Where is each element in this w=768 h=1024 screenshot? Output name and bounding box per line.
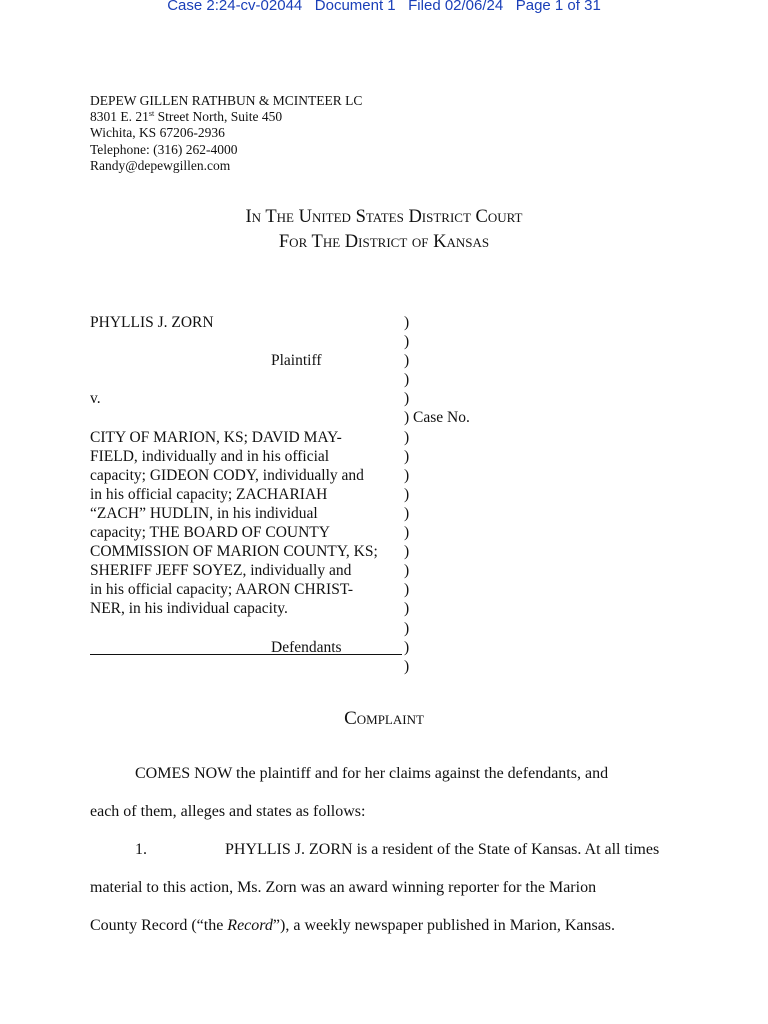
paren: ) <box>404 485 410 503</box>
court-line-2: For The District of Kansas <box>278 232 490 252</box>
ecf-header-stamp: Case 2:24-cv-02044 Document 1 Filed 02/06/24 Page 1 of 31 <box>167 0 601 14</box>
paren: ) <box>404 504 410 522</box>
defendant-line: “ZACH” HUDLIN, in his individual <box>90 504 318 522</box>
defendant-line: SHERIFF JEFF SOYEZ, individually and <box>90 562 352 580</box>
publication-name: Record <box>227 917 273 934</box>
paren: ) <box>404 390 410 408</box>
defendant-line: CITY OF MARION, KS; DAVID MAY- <box>90 428 342 446</box>
defendant-line: in his official capacity; AARON CHRIST- <box>90 581 354 599</box>
paren: ) <box>404 543 410 561</box>
paren: ) <box>404 333 410 351</box>
intro-line-2: each of them, alleges and states as follows: <box>90 803 366 820</box>
paragraph-1-line-2: material to this action, Ms. Zorn was an award winning reporter for the Marion <box>90 879 597 896</box>
caption-parentheses <box>404 313 470 676</box>
paren: ) <box>404 524 410 542</box>
firm-block <box>90 93 362 174</box>
paren: ) <box>404 447 410 465</box>
paren: ) <box>404 466 410 484</box>
street-number: 8301 E. 21 <box>90 109 149 125</box>
paren: ) <box>404 562 410 580</box>
plaintiff-label: Plaintiff <box>271 352 322 370</box>
blank-line <box>90 370 404 389</box>
firm-email: Randy@depewgillen.com <box>90 157 231 173</box>
defendant-line: FIELD, individually and in his official <box>90 447 330 465</box>
court-line-1: In The United States District Court <box>245 207 523 227</box>
paren: ) <box>404 657 410 675</box>
paren: ) <box>404 371 410 389</box>
firm-address-street <box>90 109 362 125</box>
paren: ) <box>404 428 410 446</box>
blank-line <box>90 332 404 351</box>
paren: ) <box>404 352 410 370</box>
defendants-label: Defendants <box>271 638 342 656</box>
complaint-body <box>90 755 680 945</box>
document-title: Complaint <box>344 708 424 729</box>
plaintiff-name: PHYLLIS J. ZORN <box>90 314 214 331</box>
firm-telephone: Telephone: (316) 262-4000 <box>90 141 238 157</box>
case-number-label: ) Case No. <box>404 409 470 427</box>
blank-line <box>90 408 404 427</box>
paragraph-1-line-1 <box>90 831 680 869</box>
paren: ) <box>404 314 410 331</box>
caption-parties <box>90 313 404 657</box>
street-name: Street North, Suite 450 <box>154 109 283 125</box>
text-segment: ”), a weekly newspaper published in Marion, Kansas. <box>272 917 616 934</box>
defendant-line: capacity; THE BOARD OF COUNTY <box>90 524 330 542</box>
street-ordinal: st <box>148 109 155 119</box>
paren: ) <box>404 581 410 599</box>
paragraph-number: 1. <box>135 841 147 858</box>
intro-line-1: COMES NOW the plaintiff and for her claims against the defendants, and <box>135 765 609 782</box>
defendant-line: capacity; GIDEON CODY, individually and <box>90 466 364 484</box>
paragraph-1-text: PHYLLIS J. ZORN is a resident of the State of Kansas. At all times <box>225 841 660 858</box>
defendant-line: NER, in his individual capacity. <box>90 600 288 618</box>
paren: ) <box>404 619 410 637</box>
paragraph-1-line-3 <box>90 907 680 945</box>
firm-name: DEPEW GILLEN RATHBUN & MCINTEER LC <box>90 93 363 108</box>
paren: ) <box>404 600 410 618</box>
court-heading <box>0 205 768 255</box>
defendant-line: COMMISSION OF MARION COUNTY, KS; <box>90 543 378 561</box>
blank-line <box>90 619 404 638</box>
paren: ) <box>404 638 410 656</box>
versus: v. <box>90 390 101 408</box>
defendant-line: in his official capacity; ZACHARIAH <box>90 485 328 503</box>
text-segment: County Record (“the <box>90 917 228 934</box>
caption-rule <box>90 654 402 655</box>
firm-address-city: Wichita, KS 67206-2936 <box>90 125 225 141</box>
